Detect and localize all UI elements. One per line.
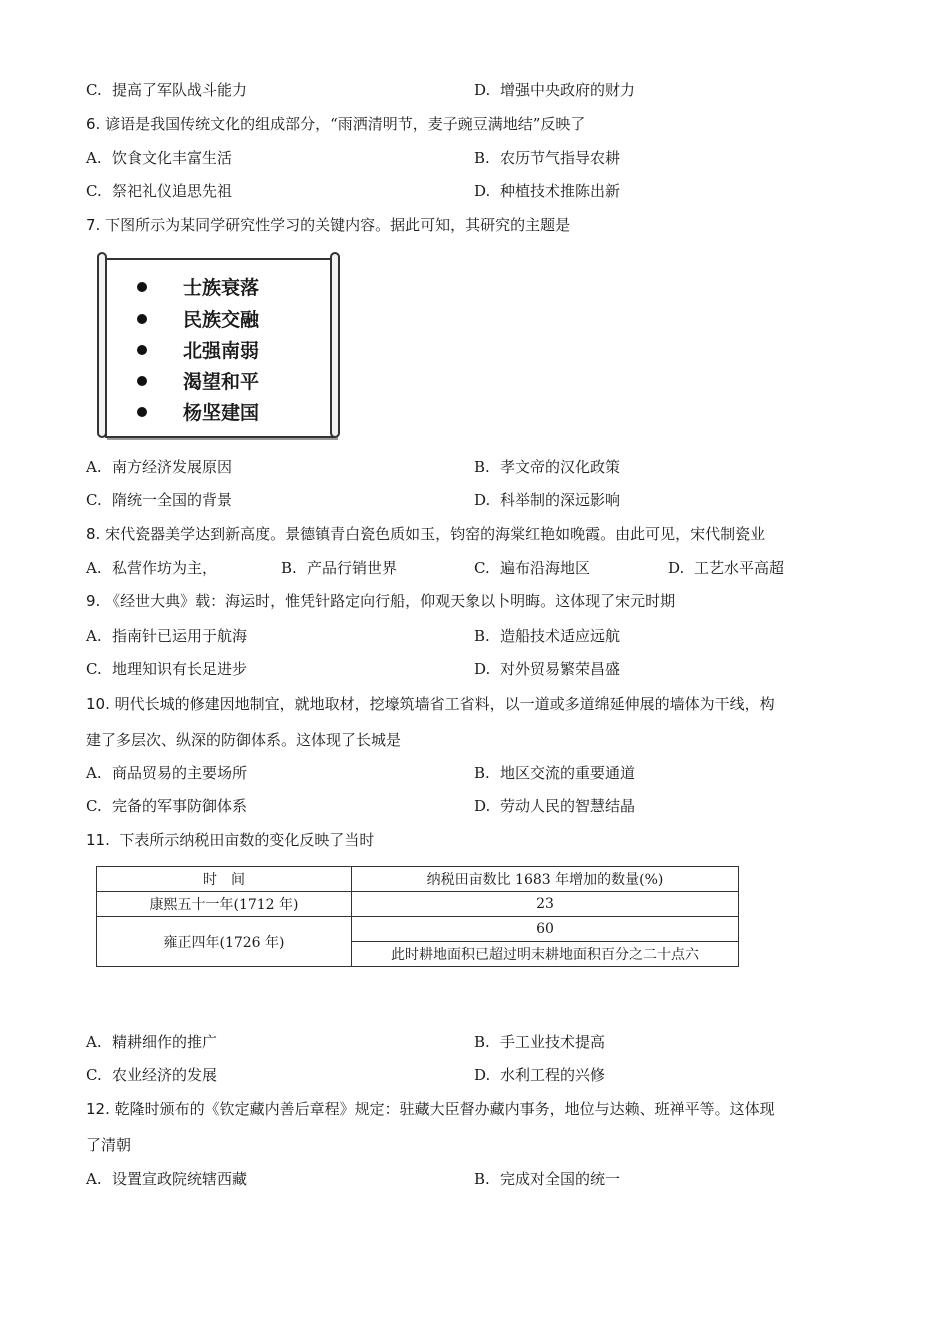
q8-option-a[interactable]: A. 私营作坊为主， xyxy=(86,559,218,577)
table-cell-time: 雍正四年(1726 年) xyxy=(97,917,352,967)
q12-stem-line1: 12. 乾隆时颁布的《钦定藏内善后章程》规定：驻藏大臣督办藏内事务，地位与达赖、班禅平等。这体现 xyxy=(86,1100,775,1118)
q5-option-d[interactable]: D. 增强中央政府的财力 xyxy=(474,81,636,99)
bullet-icon xyxy=(137,407,147,417)
bullet-icon xyxy=(137,345,147,355)
q5-option-c[interactable]: C. 提高了军队战斗能力 xyxy=(86,81,248,99)
q10-option-d[interactable]: D. 劳动人民的智慧结晶 xyxy=(474,797,636,815)
table-header-row xyxy=(97,867,739,892)
scroll-roller-left xyxy=(97,252,107,438)
scroll-item: 杨坚建国 xyxy=(137,399,259,427)
q7-option-a[interactable]: A. 南方经济发展原因 xyxy=(86,458,233,476)
q12-stem-line2: 了清朝 xyxy=(86,1136,132,1154)
scroll-item: 民族交融 xyxy=(137,306,259,334)
q12-option-a[interactable]: A. 设置宣政院统辖西藏 xyxy=(86,1170,248,1188)
q7-option-d[interactable]: D. 科举制的深远影响 xyxy=(474,491,621,509)
q9-option-d[interactable]: D. 对外贸易繁荣昌盛 xyxy=(474,660,621,678)
q11-option-c[interactable]: C. 农业经济的发展 xyxy=(86,1066,218,1084)
table-header-value: 纳税田亩数比 1683 年增加的数量(%) xyxy=(352,867,739,892)
table-row xyxy=(97,892,739,917)
q8-option-d[interactable]: D. 工艺水平高超 xyxy=(668,559,785,577)
q7-stem: 7. 下图所示为某同学研究性学习的关键内容。据此可知，其研究的主题是 xyxy=(86,216,571,234)
bullet-icon xyxy=(137,282,147,292)
q6-option-b[interactable]: B. 农历节气指导农耕 xyxy=(474,149,621,167)
q10-option-a[interactable]: A. 商品贸易的主要场所 xyxy=(86,764,248,782)
table-cell-value: 60 xyxy=(352,917,739,942)
q9-stem: 9. 《经世大典》载：海运时，惟凭针路定向行船，仰观天象以卜明晦。这体现了宋元时期 xyxy=(86,592,676,610)
table-row xyxy=(97,917,739,942)
q10-option-c[interactable]: C. 完备的军事防御体系 xyxy=(86,797,248,815)
q9-option-a[interactable]: A. 指南针已运用于航海 xyxy=(86,627,248,645)
q7-option-c[interactable]: C. 隋统一全国的背景 xyxy=(86,491,233,509)
q10-stem-line1: 10. 明代长城的修建因地制宜，就地取材，挖壕筑墙省工省料，以一道或多道绵延伸展的墙体为干线，构 xyxy=(86,695,775,713)
q11-option-b[interactable]: B. 手工业技术提高 xyxy=(474,1033,606,1051)
bullet-icon xyxy=(137,314,147,324)
table-cell-note: 此时耕地面积已超过明末耕地面积百分之二十点六 xyxy=(352,942,739,967)
q8-stem: 8. 宋代瓷器美学达到新高度。景德镇青白瓷色质如玉，钧窑的海棠红艳如晚霞。由此可见，宋代制瓷业 xyxy=(86,525,766,543)
q9-option-c[interactable]: C. 地理知识有长足进步 xyxy=(86,660,248,678)
q11-stem: 11. 下表所示纳税田亩数的变化反映了当时 xyxy=(86,831,375,849)
q6-option-c[interactable]: C. 祭祀礼仪追思先祖 xyxy=(86,182,233,200)
q10-stem-line2: 建了多层次、纵深的防御体系。这体现了长城是 xyxy=(86,731,402,749)
scroll-item: 渴望和平 xyxy=(137,368,259,396)
table-cell-value: 23 xyxy=(352,892,739,917)
q10-option-b[interactable]: B. 地区交流的重要通道 xyxy=(474,764,636,782)
scroll-roller-right xyxy=(330,252,340,438)
q6-option-d[interactable]: D. 种植技术推陈出新 xyxy=(474,182,621,200)
q6-stem: 6. 谚语是我国传统文化的组成部分，“雨洒清明节，麦子豌豆满地结”反映了 xyxy=(86,115,586,133)
q11-table xyxy=(96,866,739,967)
q8-option-b[interactable]: B. 产品行销世界 xyxy=(281,559,398,577)
table-header-time: 时 间 xyxy=(97,867,352,892)
q7-scroll-figure xyxy=(97,252,340,440)
q9-option-b[interactable]: B. 造船技术适应远航 xyxy=(474,627,621,645)
q6-option-a[interactable]: A. 饮食文化丰富生活 xyxy=(86,149,233,167)
bullet-icon xyxy=(137,376,147,386)
q12-option-b[interactable]: B. 完成对全国的统一 xyxy=(474,1170,621,1188)
q11-option-a[interactable]: A. 精耕细作的推广 xyxy=(86,1033,218,1051)
q11-option-d[interactable]: D. 水利工程的兴修 xyxy=(474,1066,606,1084)
scroll-item: 士族衰落 xyxy=(137,274,259,302)
table-cell-time: 康熙五十一年(1712 年) xyxy=(97,892,352,917)
scroll-paper xyxy=(105,258,336,438)
q8-option-c[interactable]: C. 遍布沿海地区 xyxy=(474,559,591,577)
scroll-item: 北强南弱 xyxy=(137,337,259,365)
q7-option-b[interactable]: B. 孝文帝的汉化政策 xyxy=(474,458,621,476)
